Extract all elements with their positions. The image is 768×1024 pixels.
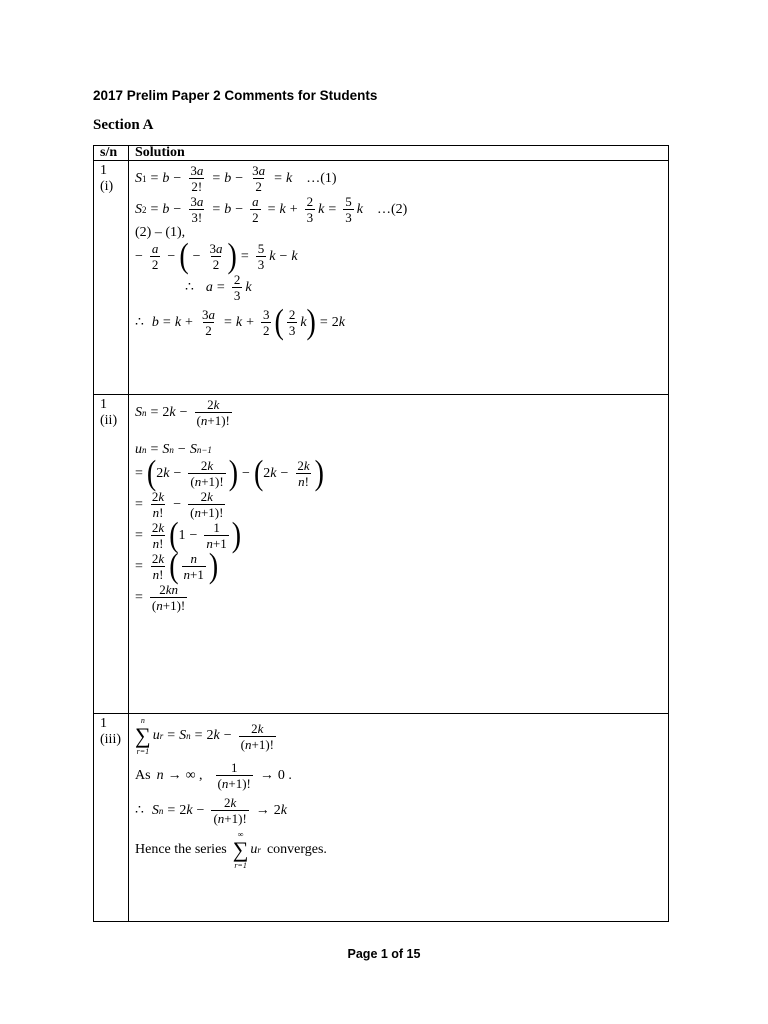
table-row — [94, 161, 669, 395]
math-line: − $\frac{a}{2}$ − ( − $\frac{3a}{2}$ ) = $\frac{5}{3}$ k − k — [135, 236, 298, 276]
equation-tag: …(2) — [377, 201, 408, 217]
page-number: Page 1 of 15 — [347, 947, 421, 961]
equation-tag: …(1) — [306, 170, 337, 186]
math-line: = $\frac{2k}{n!}$ ( $\frac{n}{n+1}$ ) — [135, 546, 219, 586]
header-sn: s/n — [94, 146, 129, 161]
solution-table — [93, 145, 669, 922]
section-heading: Section A — [93, 117, 154, 133]
math-line: S n = 2 k − $\frac{2k}{(n+1)!}$ — [135, 397, 230, 428]
question-part: (i) — [100, 179, 114, 194]
math-line: = ( 2 k − $\frac{2k}{(n+1)!}$ ) − ( 2 k − $\frac{2k}{n!}$ ) — [135, 453, 324, 493]
question-index: 1 — [100, 163, 107, 178]
table-row — [94, 395, 669, 714]
math-line: u n = S n − S n−1 — [135, 442, 212, 457]
question-index: 1 — [100, 716, 107, 731]
solution-cell — [129, 395, 669, 714]
table-header-row — [94, 146, 669, 161]
question-index: 1 — [100, 397, 107, 412]
question-number — [94, 161, 129, 395]
math-line: As n → ∞ , $\frac{1}{(n+1)!}$ → 0 . — [135, 760, 292, 791]
solution-cell — [129, 714, 669, 922]
question-part: (iii) — [100, 732, 121, 747]
math-line: ∴ S n = 2 k − $\frac{2k}{(n+1)!}$ → 2 k — [135, 795, 288, 826]
question-part: (ii) — [100, 413, 118, 428]
math-line: ∴ b = k + $\frac{3a}{2}$ = k + $\frac{3}{2}$ ( $\frac{2}{3}$ k ) = 2 k — [135, 302, 345, 342]
question-number — [94, 395, 129, 714]
math-line: = $\frac{2kn}{(n+1)!}$ — [135, 582, 186, 613]
table-row — [94, 714, 669, 922]
math-line: Hence the series ∞ ∑ r=1 u r converges. — [135, 830, 327, 870]
document-title: 2017 Prelim Paper 2 Comments for Students — [93, 88, 378, 103]
math-line: S 1 = b − $\frac{3a}{2!}$ = b − $\frac{3a}{2}$ = k …(1) — [135, 163, 337, 194]
converges-text: converges. — [266, 842, 327, 857]
step-text: (2) – (1), — [135, 225, 186, 240]
math-line: = $\frac{2k}{n!}$ ( 1 − $\frac{1}{n+1}$ ) — [135, 515, 242, 555]
solution-cell — [129, 161, 669, 395]
as-text: As — [135, 767, 151, 783]
hence-text: Hence the series — [135, 842, 227, 857]
math-line: S 2 = b − $\frac{3a}{3!}$ = b − $\frac{a}{2}$ = k + $\frac{2}{3}$ k = $\frac{5}{3}$ k …(2) — [135, 194, 408, 225]
question-number — [94, 714, 129, 922]
math-line: n ∑ r=1 u r = S n = 2 k − $\frac{2k}{(n+1)!}$ — [135, 716, 274, 756]
header-solution: Solution — [129, 146, 669, 161]
math-line: ∴ a = $\frac{2}{3}$ k — [185, 272, 252, 303]
math-line: = $\frac{2k}{n!}$ − $\frac{2k}{(n+1)!}$ — [135, 489, 224, 520]
